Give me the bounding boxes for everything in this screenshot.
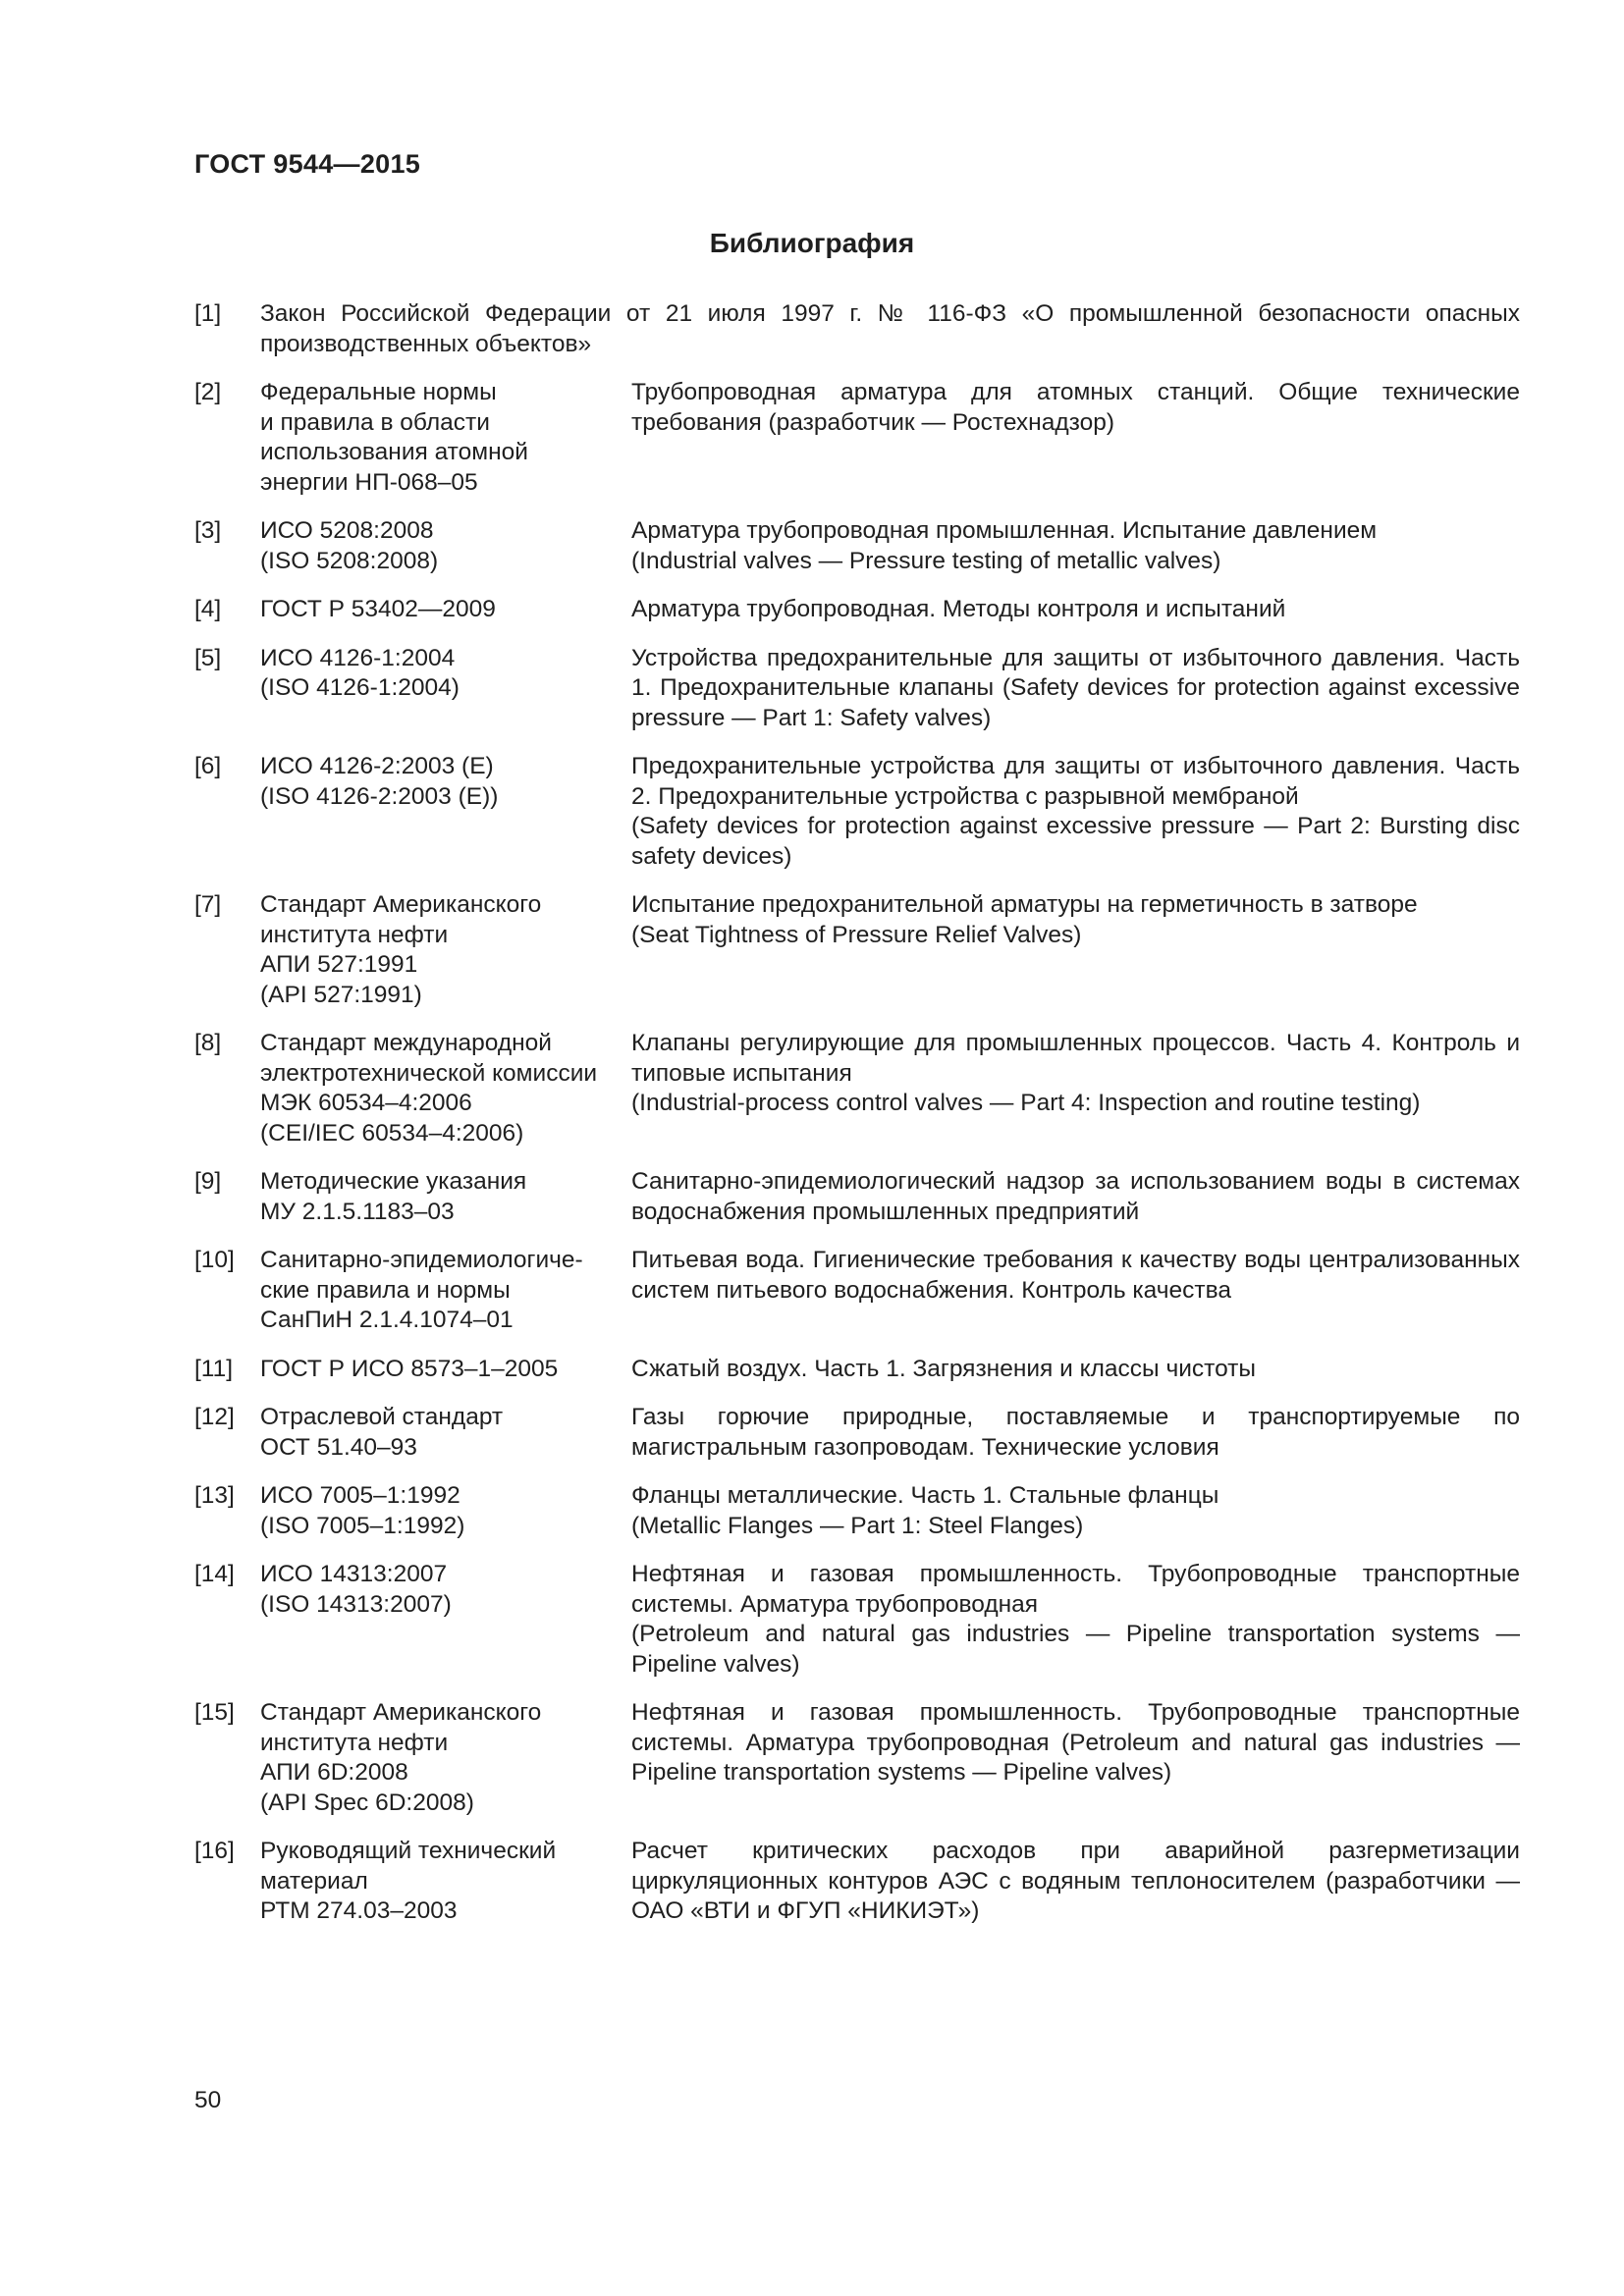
bibliography-entry [194, 1403, 1520, 1463]
bibliography-entry [194, 644, 1520, 734]
entry-source: ИСО 14313:2007 (ISO 14313:2007) [260, 1561, 452, 1618]
bibliography-entry [194, 1560, 1520, 1680]
bibliography-entry [194, 890, 1520, 1010]
entry-number: [3] [194, 517, 222, 544]
entry-title: Сжатый воздух. Часть 1. Загрязнения и классы чистоты [631, 1355, 1257, 1382]
entry-number: [8] [194, 1030, 222, 1056]
bibliography-entry [194, 1246, 1520, 1336]
bibliography-entry [194, 595, 1520, 625]
bibliography-list [194, 299, 1520, 1946]
entry-title: Нефтяная и газовая промышленность. Трубопроводные транспортные системы. Арматура трубопроводная (Petroleum and natural gas industries — Pipeline transportation systems — Pipeline valves) [631, 1561, 1520, 1678]
entry-number: [2] [194, 379, 222, 405]
bibliography-entry [194, 299, 1520, 359]
entry-number: [1] [194, 300, 222, 327]
entry-source: ГОСТ Р 53402—2009 [260, 596, 496, 622]
entry-number: [12] [194, 1404, 235, 1430]
entry-title: Арматура трубопроводная промышленная. Испытание давлением (Industrial valves — Pressure testing of metallic valves) [631, 517, 1378, 574]
entry-number: [13] [194, 1482, 235, 1509]
bibliography-entry [194, 1698, 1520, 1818]
bibliography-entry [194, 1167, 1520, 1227]
document-header: ГОСТ 9544—2015 [194, 149, 421, 179]
entry-source: ГОСТ Р ИСО 8573–1–2005 [260, 1355, 559, 1382]
entry-number: [10] [194, 1247, 235, 1273]
entry-source: Стандарт Американского института нефти АПИ 6D:2008 (API Spec 6D:2008) [260, 1699, 542, 1816]
entry-source: Санитарно-эпидемиологиче- ские правила и нормы СанПиН 2.1.4.1074–01 [260, 1247, 583, 1333]
entry-title: Арматура трубопроводная. Методы контроля и испытаний [631, 596, 1286, 622]
entry-source: Руководящий технический материал РТМ 274.03–2003 [260, 1838, 557, 1924]
entry-title: Предохранительные устройства для защиты от избыточного давления. Часть 2. Предохранительные устройства с разрывной мембраной (Safety devices for protection against excessive pressure — Part 2: Bursting disc safety devices) [631, 753, 1520, 870]
entry-title: Трубопроводная арматура для атомных станций. Общие технические требования (разработчик — Ростехнадзор) [631, 379, 1520, 436]
entry-title: Санитарно-эпидемиологический надзор за использованием воды в системах водоснабжения промышленных предприятий [631, 1168, 1520, 1225]
entry-number: [11] [194, 1355, 234, 1382]
entry-title: Фланцы металлические. Часть 1. Стальные фланцы (Metallic Flanges — Part 1: Steel Flanges) [631, 1482, 1219, 1539]
section-title: Библиография [709, 228, 915, 258]
entry-source: Стандарт международной электротехнической комиссии МЭК 60534–4:2006 (CEI/IEC 60534–4:2006) [260, 1030, 598, 1147]
entry-title: Испытание предохранительной арматуры на герметичность в затворе (Seat Tightness of Pressure Relief Valves) [631, 891, 1418, 948]
entry-source: Отраслевой стандарт ОСТ 51.40–93 [260, 1404, 504, 1461]
entry-title: Расчет критических расходов при аварийной разгерметизации циркуляционных контуров АЭС с водяным теплоносителем (разработчики — ОАО «ВТИ и ФГУП «НИКИЭТ») [631, 1838, 1520, 1924]
entry-title: Устройства предохранительные для защиты от избыточного давления. Часть 1. Предохранительные клапаны (Safety devices for protection against excessive pressure — Part 1: Safety valves) [631, 644, 1520, 731]
entry-title: Питьевая вода. Гигиенические требования к качеству воды централизованных систем питьевого водоснабжения. Контроль качества [631, 1247, 1520, 1304]
bibliography-entry [194, 516, 1520, 576]
entry-title: Нефтяная и газовая промышленность. Трубопроводные транспортные системы. Арматура трубопроводная (Petroleum and natural gas industries — Pipeline transportation systems — Pipeline valves) [631, 1699, 1520, 1786]
entry-number: [15] [194, 1699, 235, 1726]
bibliography-entry [194, 1355, 1520, 1385]
entry-number: [6] [194, 753, 222, 779]
bibliography-entry [194, 1837, 1520, 1927]
entry-number: [5] [194, 644, 222, 671]
entry-number: [16] [194, 1838, 235, 1864]
entry-source: Методические указания МУ 2.1.5.1183–03 [260, 1168, 527, 1225]
entry-number: [4] [194, 596, 222, 622]
entry-source: Стандарт Американского института нефти АПИ 527:1991 (API 527:1991) [260, 891, 542, 1008]
entry-source: ИСО 4126-1:2004 (ISO 4126-1:2004) [260, 644, 460, 701]
entry-title: Клапаны регулирующие для промышленных процессов. Часть 4. Контроль и типовые испытания (Industrial-process control valves — Part 4: Inspection and routine testing) [631, 1030, 1520, 1116]
bibliography-entry [194, 752, 1520, 872]
entry-source: ИСО 7005–1:1992 (ISO 7005–1:1992) [260, 1482, 465, 1539]
bibliography-entry [194, 1029, 1520, 1148]
bibliography-entry [194, 1481, 1520, 1541]
entry-title: Газы горючие природные, поставляемые и транспортируемые по магистральным газопроводам. Технические условия [631, 1404, 1520, 1461]
bibliography-entry [194, 378, 1520, 498]
entry-number: [9] [194, 1168, 222, 1195]
entry-source: ИСО 5208:2008 (ISO 5208:2008) [260, 517, 439, 574]
entry-number: [7] [194, 891, 222, 918]
entry-source: ИСО 4126-2:2003 (E) (ISO 4126-2:2003 (E)) [260, 753, 499, 810]
entry-source: Федеральные нормы и правила в области использования атомной энергии НП-068–05 [260, 379, 528, 496]
entry-text: Закон Российской Федерации от 21 июля 1997 г. № 116-ФЗ «О промышленной безопасности опасных производственных объектов» [260, 300, 1520, 357]
page-number: 50 [194, 2087, 222, 2113]
entry-number: [14] [194, 1561, 235, 1587]
